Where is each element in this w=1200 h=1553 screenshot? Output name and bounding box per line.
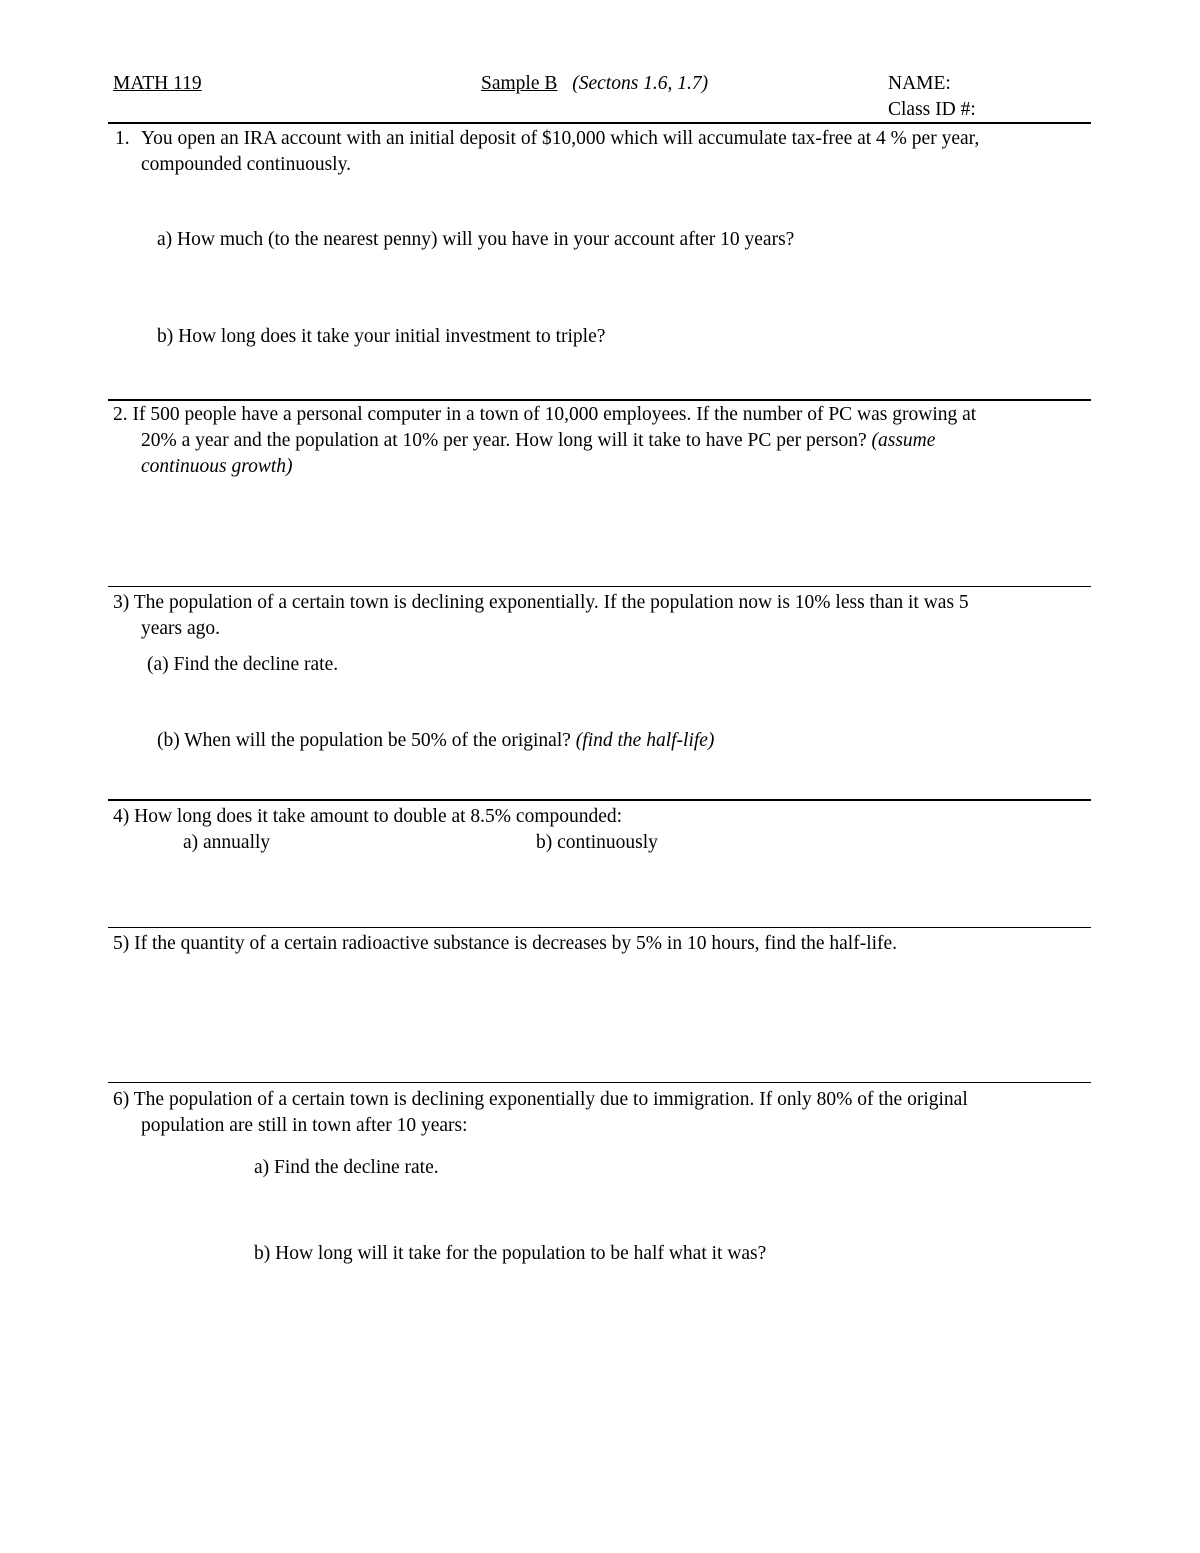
q2-text-line3: continuous growth) [141,456,293,477]
class-id-label: Class ID #: [888,99,976,120]
q3-part-b-text: (b) When will the population be 50% of the original? [157,730,576,751]
q1-text-line2: compounded continuously. [141,154,351,175]
q1-number: 1. [115,128,130,149]
q2-line2-italic: (assume [871,430,936,451]
q6-part-b: b) How long will it take for the population to be half what it was? [254,1243,767,1264]
q1-part-b: b) How long does it take your initial investment to triple? [157,326,606,347]
name-label: NAME: [888,73,951,94]
q4-part-b: b) continuously [536,832,658,853]
q5-divider [108,1082,1091,1083]
q1-text-line1: You open an IRA account with an initial deposit of $10,000 which will accumulate tax-free at 4 % per year, [141,128,980,149]
q4-part-a: a) annually [183,832,271,853]
q4-text-line1: 4) How long does it take amount to double at 8.5% compounded: [113,806,623,827]
course-title: MATH 119 [113,73,202,94]
q6-text-line1: 6) The population of a certain town is declining exponentially due to immigration. If only 80% of the original [113,1089,968,1110]
q3-divider [108,799,1091,801]
q1-divider [108,399,1091,401]
q3-part-a: (a) Find the decline rate. [147,654,339,675]
q2-divider [108,586,1091,587]
q1-part-a: a) How much (to the nearest penny) will you have in your account after 10 years? [157,229,795,250]
header-divider [108,122,1091,124]
q6-part-a: a) Find the decline rate. [254,1157,439,1178]
q5-text-line1: 5) If the quantity of a certain radioactive substance is decreases by 5% in 10 hours, find the half-life. [113,933,898,954]
q2-text-line2 [141,429,935,453]
q3-text-line2: years ago. [141,618,221,639]
q3-text-line1: 3) The population of a certain town is declining exponentially. If the population now is 10% less than it was 5 [113,592,969,613]
sample-label [481,72,708,96]
sections-label: (Sectons 1.6, 1.7) [572,73,709,94]
q4-divider [108,927,1091,928]
q2-text-line1: 2. If 500 people have a personal computer in a town of 10,000 employees. If the number of PC was growing at [113,404,977,425]
q3-part-b-italic: (find the half-life) [575,730,715,751]
sample-name: Sample B [481,73,558,94]
q3-part-b [157,729,714,753]
q2-line2-text: 20% a year and the population at 10% per year. How long will it take to have PC per person? [141,430,872,451]
q6-text-line2: population are still in town after 10 years: [141,1115,468,1136]
